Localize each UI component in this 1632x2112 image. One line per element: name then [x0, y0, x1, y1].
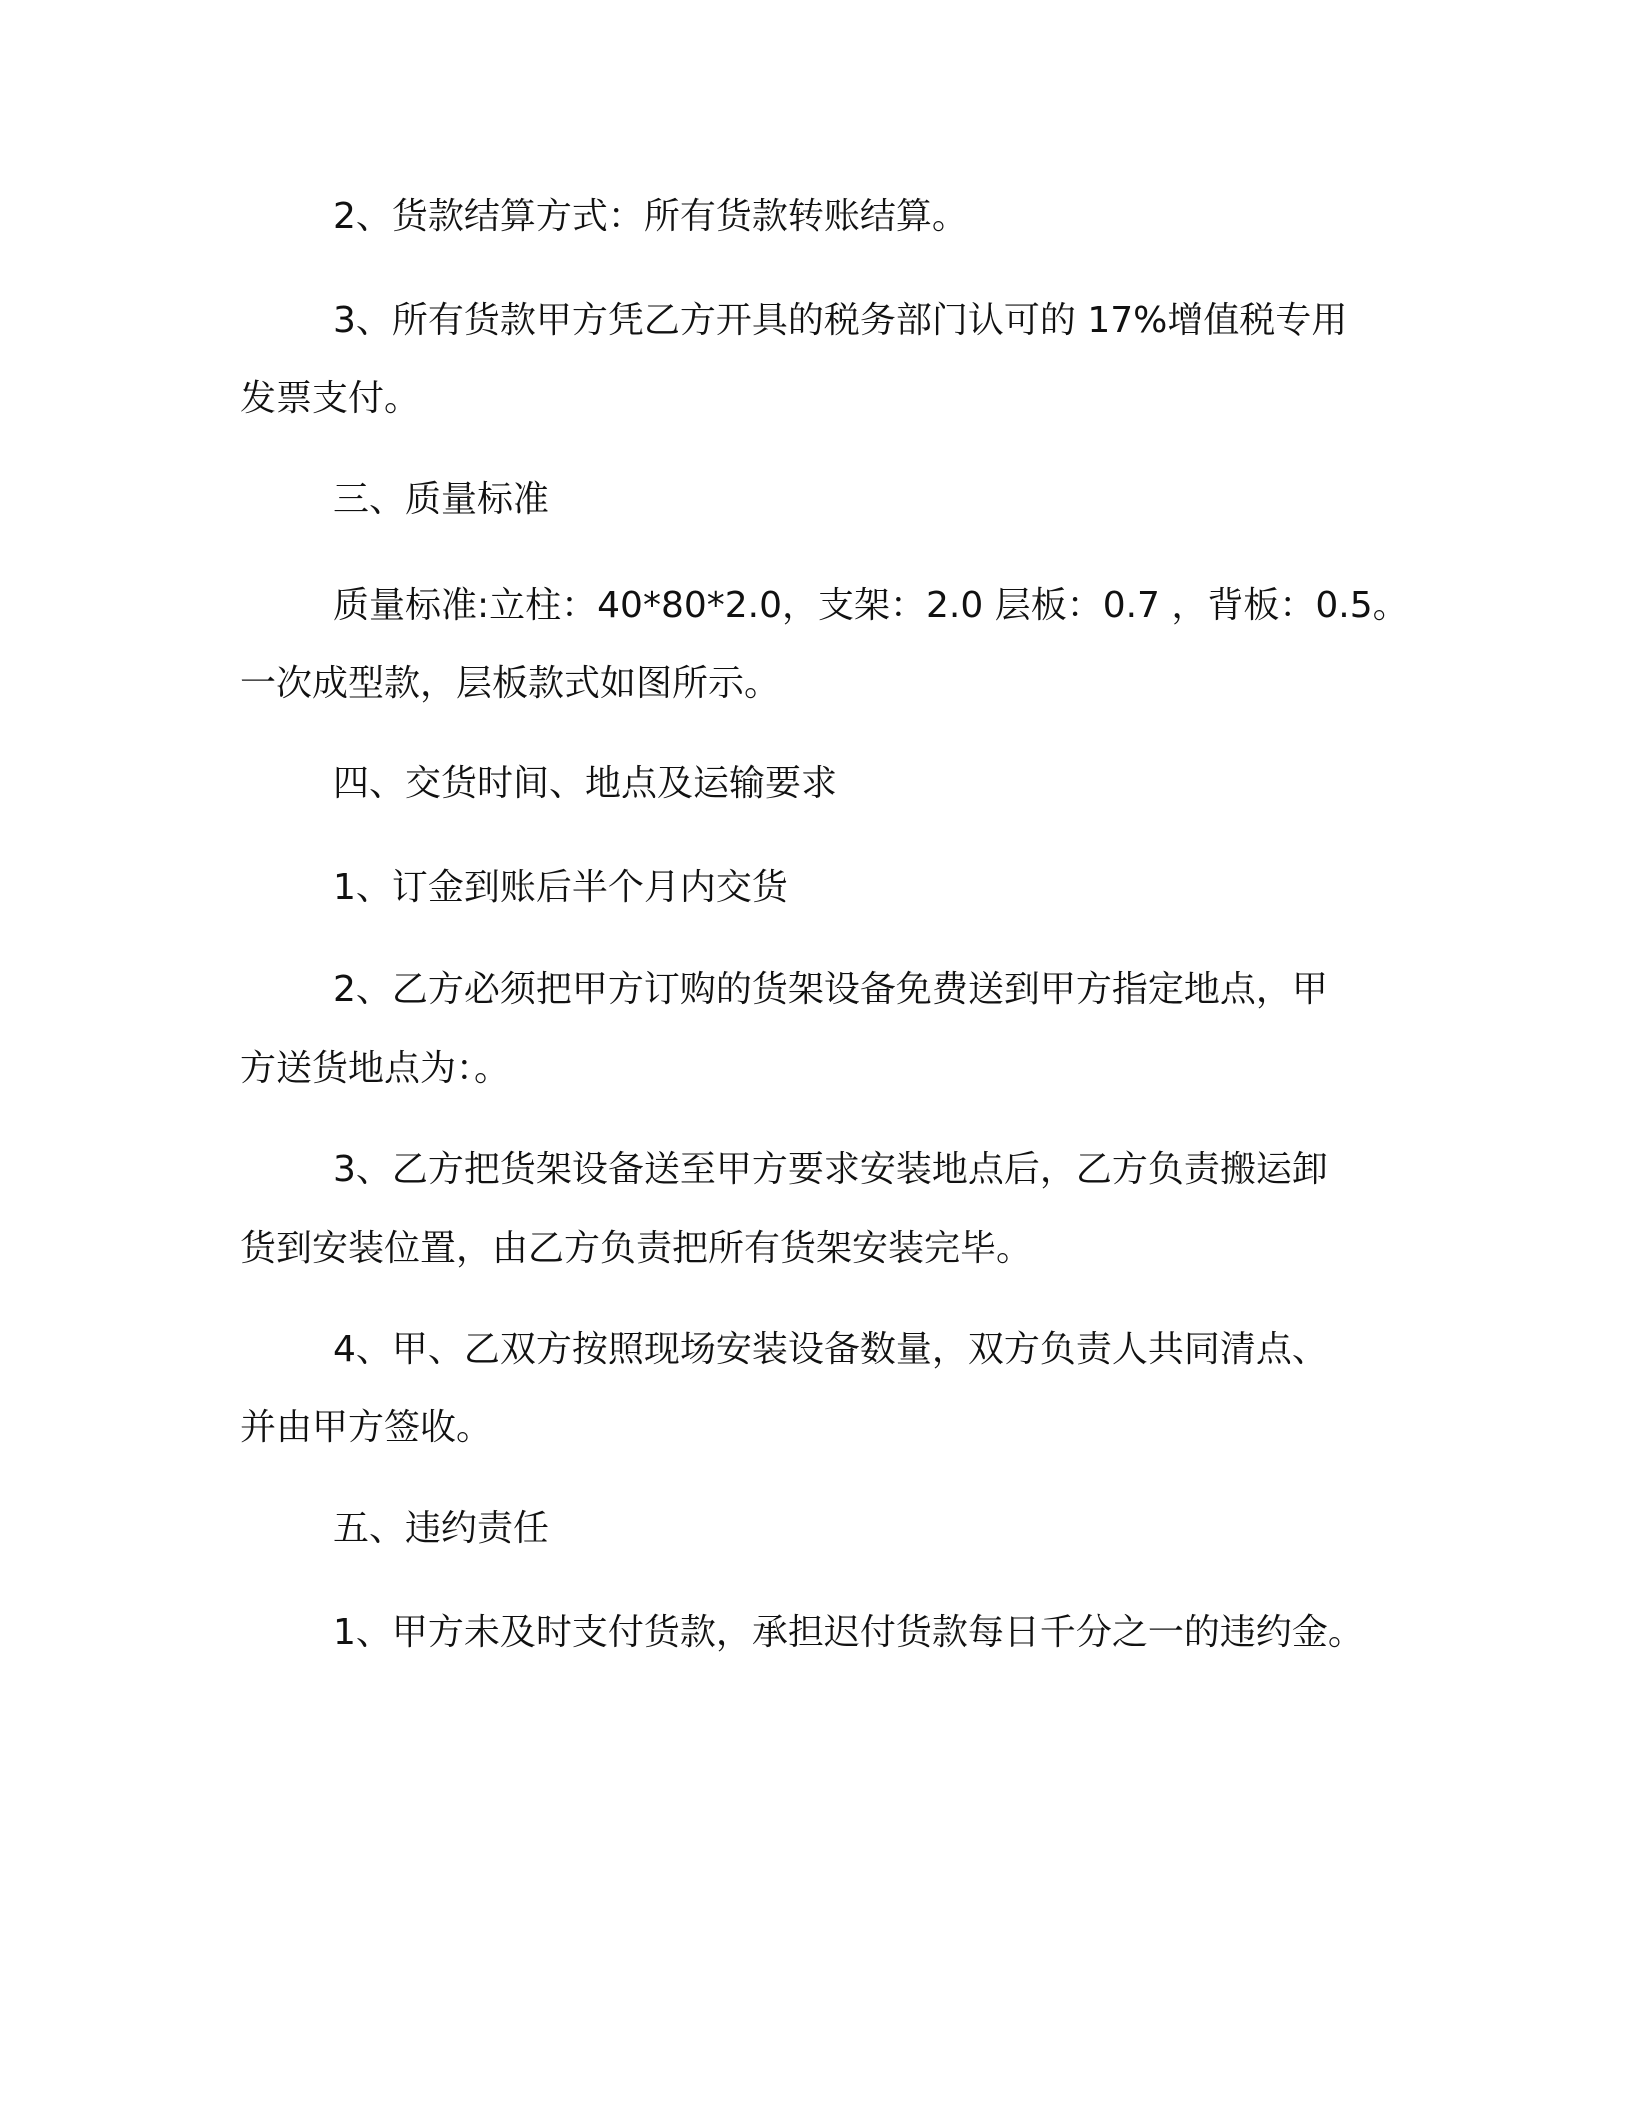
paragraph-acceptance-line-1: 4、甲、乙双方按照现场安装设备数量，双方负责人共同清点、 — [333, 1329, 1328, 1370]
section-heading-quality: 三、质量标准 — [333, 479, 550, 520]
paragraph-quality-line-1: 质量标准:立柱：40*80*2.0，支架：2.0 层板：0.7 ，背板：0.5。 — [333, 585, 1409, 626]
paragraph-delivery-location-line-2: 方送货地点为：。 — [240, 1048, 511, 1089]
paragraph-delivery-location-line-1: 2、乙方必须把甲方订购的货架设备免费送到甲方指定地点，甲 — [333, 969, 1328, 1010]
paragraph-invoice-line-1: 3、所有货款甲方凭乙方开具的税务部门认可的 17%增值税专用 — [333, 300, 1348, 341]
paragraph-invoice-line-2: 发票支付。 — [240, 378, 421, 419]
paragraph-quality-line-2: 一次成型款，层板款式如图所示。 — [240, 663, 781, 704]
paragraph-installation-line-1: 3、乙方把货架设备送至甲方要求安装地点后，乙方负责搬运卸 — [333, 1149, 1328, 1190]
paragraph-late-payment: 1、甲方未及时支付货款，承担迟付货款每日千分之一的违约金。 — [333, 1612, 1364, 1653]
section-heading-delivery: 四、交货时间、地点及运输要求 — [333, 763, 838, 804]
paragraph-acceptance-line-2: 并由甲方签收。 — [240, 1407, 493, 1448]
paragraph-installation-line-2: 货到安装位置，由乙方负责把所有货架安装完毕。 — [240, 1228, 1033, 1269]
paragraph-payment-method: 2、货款结算方式：所有货款转账结算。 — [333, 196, 968, 237]
section-heading-liability: 五、违约责任 — [333, 1508, 550, 1549]
paragraph-delivery-time: 1、订金到账后半个月内交货 — [333, 867, 788, 908]
